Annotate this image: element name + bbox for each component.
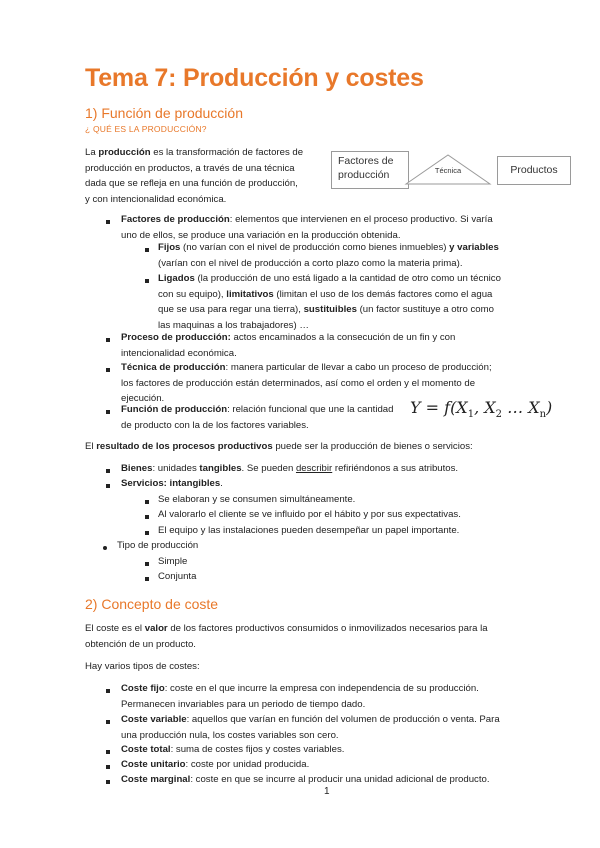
- coste-unitario-item: Coste unitario: coste por unidad producida.: [121, 759, 310, 770]
- tecnica-item: Técnica de producción: manera particular de llevar a cabo un proceso de producción; los factores de producción están determinados, así como el orden y el momento de ejecución.: [121, 362, 492, 404]
- bullet-square: [106, 780, 110, 784]
- diagram-factores-box: Factores de producción: [331, 151, 409, 189]
- bullet-square: [106, 484, 110, 488]
- document-title: Tema 7: Producción y costes: [85, 64, 424, 92]
- section-1-subheading: ¿ QUÉ ES LA PRODUCCIÓN?: [85, 124, 207, 134]
- tipos-costes-paragraph: Hay varios tipos de costes:: [85, 661, 200, 672]
- factores-item: Factores de producción: elementos que intervienen en el proceso productivo. Si varía uno de ellos, se produce una variación en la producción obtenida.: [121, 214, 493, 241]
- section-1-heading: 1) Función de producción: [85, 105, 243, 121]
- intro-paragraph: La producción es la transformación de factores de producción en productos, a través de una técnica dada que se refleja en una función de producción, y con intencionalidad económica.: [85, 147, 304, 205]
- coste-fijo-item: Coste fijo: coste en el que incurre la empresa con independencia de su producción. Permanecen invariables para un periodo de tiempo dado.: [121, 683, 479, 710]
- bullet-dot: [103, 546, 107, 550]
- bullet-square: [145, 248, 149, 252]
- bullet-square: [106, 368, 110, 372]
- coste-variable-item: Coste variable: aquellos que varían en función del volumen de producción o venta. Para una producción nula, los costes variables son cero.: [121, 714, 500, 741]
- bullet-square: [106, 689, 110, 693]
- bullet-square: [106, 469, 110, 473]
- bullet-square: [145, 515, 149, 519]
- servicios-subitem: Al valorarlo el cliente se ve influido por el hábito y por sus expectativas.: [158, 509, 461, 520]
- fijos-item: Fijos (no varían con el nivel de producción como bienes inmuebles) y variables (varían con el nivel de producción a corto plazo como la materia prima).: [158, 242, 499, 269]
- coste-total-item: Coste total: suma de costes fijos y costes variables.: [121, 744, 345, 755]
- production-function-formula: $Y = f(X_1$, $X_2$ … $X_n$): [410, 398, 553, 421]
- bullet-square: [145, 531, 149, 535]
- bullet-square: [145, 577, 149, 581]
- proceso-item: Proceso de producción: actos encaminados a la consecución de un fin y con intencionalidad económica.: [121, 332, 456, 359]
- bienes-item: Bienes: unidades tangibles. Se pueden describir refiriéndonos a sus atributos.: [121, 463, 459, 474]
- page-number: 1: [324, 786, 330, 797]
- funcion-item: Función de producción: relación funcional que une la cantidad de producto con la de los factores variables.: [121, 404, 394, 431]
- bullet-square: [106, 765, 110, 769]
- tipo-subitem: Conjunta: [158, 571, 197, 582]
- tipo-item: Tipo de producción: [117, 540, 199, 551]
- section-2-heading: 2) Concepto de coste: [85, 596, 219, 612]
- bullet-square: [106, 220, 110, 224]
- ligados-item: Ligados (la producción de uno está ligado a la cantidad de otro como un técnico con su equipo), limitativos (limitan el uso de los demás factores como el agua que se usa para regar una tierra), sustituibles (un factor sustituye a otro como las maquinas a los trabajadores) …: [158, 273, 501, 331]
- bullet-square: [106, 750, 110, 754]
- servicios-subitem: Se elaboran y se consumen simultáneamente.: [158, 494, 356, 505]
- tipo-subitem: Simple: [158, 556, 188, 567]
- bullet-square: [106, 720, 110, 724]
- diagram-tecnica-label: Técnica: [434, 166, 462, 175]
- resultado-paragraph: El resultado de los procesos productivos puede ser la producción de bienes o servicios:: [85, 441, 473, 452]
- bullet-square: [145, 279, 149, 283]
- servicios-subitem: El equipo y las instalaciones pueden desempeñar un papel importante.: [158, 525, 460, 536]
- servicios-item: Servicios: intangibles.: [121, 478, 223, 489]
- diagram-productos-box: Productos: [497, 156, 571, 185]
- coste-intro-paragraph: El coste es el valor de los factores productivos consumidos o inmovilizados necesarios para la obtención de un producto.: [85, 623, 488, 650]
- bullet-square: [145, 562, 149, 566]
- bullet-square: [145, 500, 149, 504]
- coste-marginal-item: Coste marginal: coste en que se incurre al producir una unidad adicional de producto.: [121, 774, 490, 785]
- bullet-square: [106, 410, 110, 414]
- bullet-square: [106, 338, 110, 342]
